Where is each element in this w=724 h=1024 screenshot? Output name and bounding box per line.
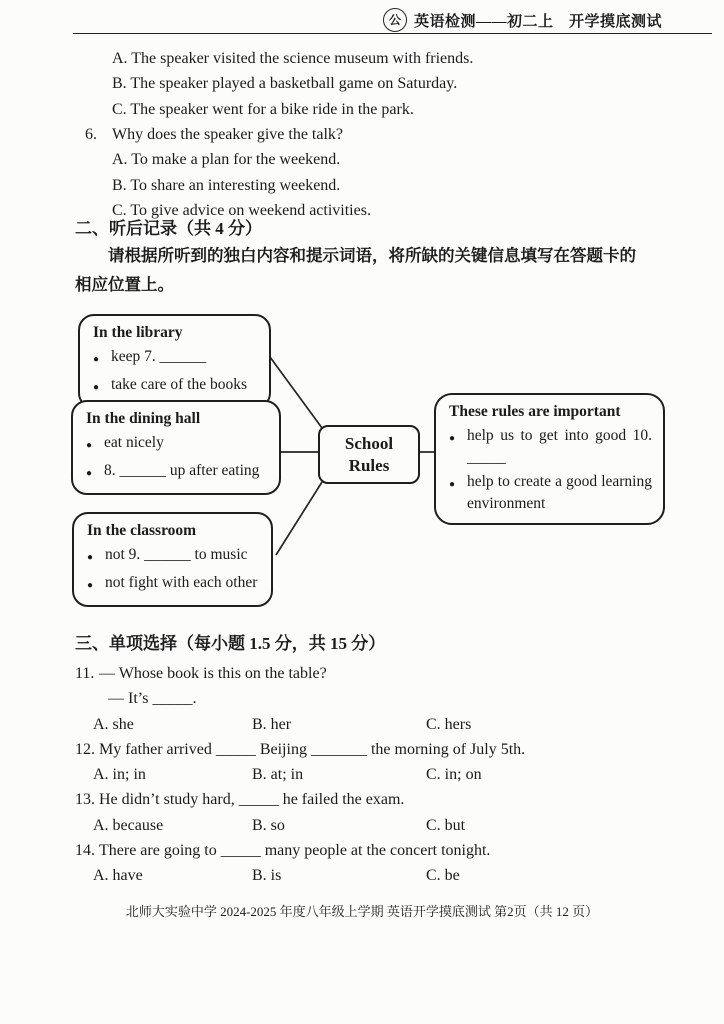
rules-importance-box bbox=[434, 393, 665, 525]
question-number: 14. bbox=[75, 842, 95, 860]
options-row bbox=[93, 863, 674, 888]
option-c: C. To give advice on weekend activities. bbox=[112, 201, 371, 219]
option-c: C. but bbox=[426, 816, 466, 834]
box-title: In the dining hall bbox=[86, 410, 201, 427]
list-item: ● 8. ______ up after eating bbox=[86, 460, 268, 485]
instruction-line2: 相应位置上。 bbox=[75, 274, 174, 294]
list-item: ● keep 7. ______ bbox=[93, 346, 258, 371]
bullet-icon: ● bbox=[449, 479, 456, 490]
list-item: ● not fight with each other bbox=[87, 572, 260, 597]
option-c: C. be bbox=[426, 867, 460, 885]
bullet-icon: ● bbox=[93, 381, 100, 393]
list-item: ● help to create a good learning environment bbox=[449, 471, 652, 514]
question-number: 11. bbox=[75, 665, 95, 682]
question-number: 13. bbox=[75, 791, 95, 809]
page-footer: 北师大实验中学 2024-2025 年度八年级上学期 英语开学摸底测试 第2页（共 12 页） bbox=[125, 904, 599, 919]
question-number: 12. bbox=[75, 740, 95, 758]
dining-hall-box bbox=[71, 400, 281, 495]
question-11-answer-line: — It’s _____. bbox=[108, 690, 197, 708]
question-11: 11. — Whose book is this on the table? — It’s _____. A. she B. her C. hers bbox=[75, 661, 674, 737]
options-row bbox=[93, 712, 674, 737]
instruction-line1: 请根据所听到的独白内容和提示词语，将所缺的关键信息填写在答题卡的 bbox=[108, 246, 636, 265]
bullet-icon: ● bbox=[87, 552, 94, 563]
box-title: In the library bbox=[93, 324, 183, 341]
option-a: A. because bbox=[93, 816, 164, 834]
section2-heading: 二、听后记录（共 4 分） bbox=[75, 219, 262, 238]
question-14: 14. There are going to _____ many people at the concert tonight. A. have B. is C. be bbox=[75, 838, 674, 889]
list-item: ● help us to get into good 10. _____ bbox=[449, 425, 652, 468]
section3-heading: 三、单项选择（每小题 1.5 分，共 15 分） bbox=[75, 634, 386, 653]
page-header bbox=[0, 7, 662, 33]
options-row bbox=[93, 762, 674, 787]
option-b: B. so bbox=[252, 816, 285, 834]
box-title: In the classroom bbox=[87, 522, 197, 539]
option-a: A. she bbox=[93, 715, 134, 733]
option-b: B. is bbox=[252, 867, 282, 885]
option-b: B. The speaker played a basketball game on Saturday. bbox=[112, 75, 458, 93]
bullet-icon: ● bbox=[86, 440, 93, 451]
school-logo-icon: 公 bbox=[383, 8, 407, 32]
library-box bbox=[78, 314, 271, 409]
option-a: A. have bbox=[93, 867, 143, 885]
bullet-icon: ● bbox=[86, 467, 93, 479]
bullet-icon: ● bbox=[93, 354, 100, 365]
question-6-stem: 6. Why does the speaker give the talk? bbox=[85, 122, 371, 147]
option-a: A. in; in bbox=[93, 766, 146, 784]
option-b: B. To share an interesting weekend. bbox=[112, 176, 341, 194]
question5-options bbox=[112, 46, 473, 122]
option-a: A. To make a plan for the weekend. bbox=[112, 151, 341, 169]
options-row bbox=[93, 813, 674, 838]
question-13: 13. He didn’t study hard, _____ he failed the exam. A. because B. so C. but bbox=[75, 787, 674, 838]
option-b: B. at; in bbox=[252, 766, 304, 784]
section2-instructions bbox=[75, 242, 650, 299]
school-rules-center-box: School Rules bbox=[318, 425, 420, 484]
list-item: ● not 9. ______ to music bbox=[87, 544, 260, 569]
section3 bbox=[75, 629, 674, 889]
question-6 bbox=[85, 122, 371, 223]
header-title: 英语检测——初二上 开学摸底测试 bbox=[413, 13, 662, 30]
option-c: C. hers bbox=[426, 715, 472, 733]
option-c: C. in; on bbox=[426, 766, 482, 784]
question-number: 6. bbox=[85, 126, 97, 143]
school-rules-diagram bbox=[0, 305, 724, 627]
question-12: 12. My father arrived _____ Beijing _______ the morning of July 5th. A. in; in B. at; in C. in; on bbox=[75, 737, 674, 788]
option-b: B. her bbox=[252, 715, 292, 733]
box-title: These rules are important bbox=[449, 403, 621, 420]
classroom-box bbox=[72, 512, 273, 607]
header-divider bbox=[73, 33, 712, 34]
option-c: C. The speaker went for a bike ride in the park. bbox=[112, 100, 414, 118]
option-a: A. The speaker visited the science museum with friends. bbox=[112, 50, 474, 67]
bullet-icon: ● bbox=[87, 579, 94, 591]
bullet-icon: ● bbox=[449, 433, 456, 444]
list-item: ● take care of the books bbox=[93, 374, 258, 399]
list-item: ● eat nicely bbox=[86, 432, 268, 457]
